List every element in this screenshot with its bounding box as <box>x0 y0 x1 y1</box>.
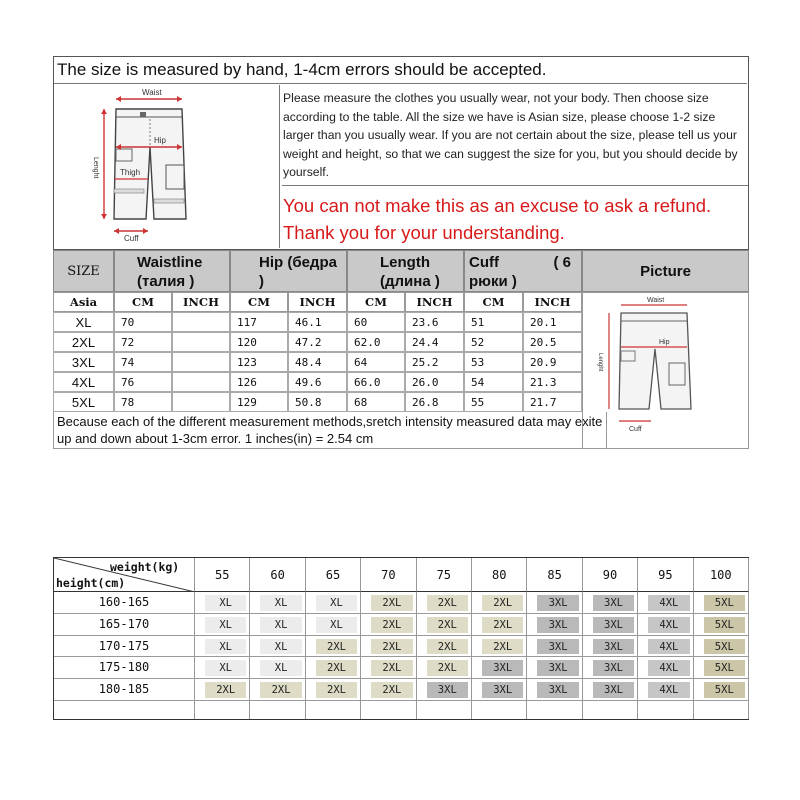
weight-column-header: 95 <box>638 558 693 592</box>
svg-text:Hip: Hip <box>154 136 167 145</box>
weight-column-header: 90 <box>583 558 638 592</box>
size-recommendation: 2XL <box>316 682 357 698</box>
picture-header: Picture <box>582 250 749 292</box>
size-recommendation: 3XL <box>427 682 468 698</box>
svg-text:Hip: Hip <box>659 339 670 346</box>
size-recommendation: 2XL <box>482 617 523 633</box>
size-cell-cuff-in: 20.9 <box>523 352 582 372</box>
size-recommendation: XL <box>316 595 357 611</box>
size-cell-hip-in: 47.2 <box>288 332 347 352</box>
size-recommendation-cell <box>195 679 250 701</box>
size-recommendation-cell <box>472 614 527 636</box>
size-recommendation-cell <box>694 614 749 636</box>
height-row-label: 165-170 <box>54 614 195 636</box>
svg-text:Lenght: Lenght <box>597 353 603 372</box>
size-cell-hip-in: 49.6 <box>288 372 347 392</box>
size-recommendation: 2XL <box>316 639 357 655</box>
size-cell-len-in: 23.6 <box>405 312 464 332</box>
weight-column-header: 65 <box>306 558 361 592</box>
sub-waist-inch: INCH <box>172 292 230 312</box>
size-cell-cuff-in: 21.3 <box>523 372 582 392</box>
size-cell-cuff-in: 20.5 <box>523 332 582 352</box>
notice-title: The size is measured by hand, 1-4cm errors should be accepted. <box>54 57 747 84</box>
hip-header: Hip (бедра ) <box>230 250 347 292</box>
size-cell-cuff-cm: 51 <box>464 312 523 332</box>
svg-text:Cuff: Cuff <box>124 234 139 243</box>
size-cell-hip-cm: 123 <box>230 352 288 372</box>
size-recommendation: 3XL <box>593 639 634 655</box>
size-recommendation: 2XL <box>482 595 523 611</box>
size-recommendation: 2XL <box>371 682 412 698</box>
size-recommendation-cell <box>638 636 693 658</box>
size-recommendation: 2XL <box>371 617 412 633</box>
cuff-header <box>464 250 582 292</box>
warning-line-2: Thank you for your understanding. <box>283 222 565 243</box>
size-recommendation-cell <box>638 679 693 701</box>
svg-text:Waist: Waist <box>142 88 162 97</box>
svg-text:Thigh: Thigh <box>120 168 141 177</box>
size-recommendation: 3XL <box>537 617 578 633</box>
size-cell-len-cm: 64 <box>347 352 405 372</box>
size-recommendation-cell <box>417 592 472 614</box>
empty-cell <box>583 701 638 719</box>
height-axis-label: height(cm) <box>56 576 126 590</box>
size-recommendation-cell <box>250 614 305 636</box>
weight-column-header: 55 <box>195 558 250 592</box>
size-recommendation: 2XL <box>427 595 468 611</box>
size-recommendation: XL <box>205 660 246 676</box>
size-recommendation-cell <box>195 636 250 658</box>
size-recommendation-cell <box>694 636 749 658</box>
size-cell-waist-cm: 74 <box>114 352 172 372</box>
size-recommendation: 3XL <box>482 660 523 676</box>
size-recommendation-cell <box>361 679 416 701</box>
refund-warning <box>283 192 745 246</box>
size-recommendation: 4XL <box>648 617 689 633</box>
size-cell-hip-cm: 126 <box>230 372 288 392</box>
size-recommendation: XL <box>205 639 246 655</box>
size-recommendation: 3XL <box>593 660 634 676</box>
size-cell-waist-in <box>172 392 230 412</box>
size-recommendation: XL <box>260 617 301 633</box>
size-recommendation: 2XL <box>371 639 412 655</box>
size-cell-len-cm: 60 <box>347 312 405 332</box>
size-recommendation: 2XL <box>371 660 412 676</box>
empty-row <box>54 701 195 719</box>
size-row-label: XL <box>53 312 114 332</box>
warning-line-1: You can not make this as an excuse to ask a refund. <box>283 195 712 216</box>
empty-cell <box>638 701 693 719</box>
size-recommendation-cell <box>361 614 416 636</box>
size-row-label: 4XL <box>53 372 114 392</box>
size-recommendation-cell <box>583 679 638 701</box>
size-recommendation: 2XL <box>427 660 468 676</box>
size-recommendation: 3XL <box>593 617 634 633</box>
height-row-label: 180-185 <box>54 679 195 701</box>
size-row-label: 5XL <box>53 392 114 412</box>
measurement-footnote: Because each of the different measurement methods,sretch intensity measured data may exite up and down about 1-3cm error. 1 inches(in) = 2.54 cm <box>53 412 607 449</box>
size-recommendation-cell <box>583 657 638 679</box>
sub-hip-inch: INCH <box>288 292 347 312</box>
size-recommendation: 3XL <box>537 682 578 698</box>
size-cell-waist-in <box>172 332 230 352</box>
size-recommendation-cell <box>250 636 305 658</box>
sub-cuff-cm: CM <box>464 292 523 312</box>
size-cell-cuff-in: 20.1 <box>523 312 582 332</box>
size-recommendation-cell <box>306 592 361 614</box>
size-cell-len-in: 26.0 <box>405 372 464 392</box>
size-recommendation-cell <box>527 679 582 701</box>
size-cell-cuff-cm: 53 <box>464 352 523 372</box>
size-cell-len-in: 26.8 <box>405 392 464 412</box>
size-recommendation-cell <box>306 679 361 701</box>
shorts-picture-icon <box>583 293 748 448</box>
size-recommendation: 5XL <box>704 617 745 633</box>
size-recommendation-cell <box>417 614 472 636</box>
weight-column-header: 80 <box>472 558 527 592</box>
empty-cell <box>694 701 749 719</box>
divider <box>282 185 748 186</box>
size-recommendation-cell <box>417 679 472 701</box>
svg-text:Cuff: Cuff <box>629 426 642 433</box>
size-cell-waist-in <box>172 312 230 332</box>
cuff-header-label: Cuff <box>469 254 499 271</box>
svg-text:Lenght: Lenght <box>92 157 99 179</box>
size-cell-waist-in <box>172 372 230 392</box>
size-recommendation-cell <box>638 614 693 636</box>
size-recommendation-cell <box>583 614 638 636</box>
notice-block <box>53 56 749 250</box>
size-cell-cuff-cm: 55 <box>464 392 523 412</box>
size-cell-waist-cm: 76 <box>114 372 172 392</box>
shorts-measurement-figure <box>54 85 280 248</box>
size-recommendation-cell <box>694 679 749 701</box>
size-recommendation-cell <box>638 592 693 614</box>
size-recommendation: XL <box>205 595 246 611</box>
size-recommendation: 3XL <box>482 682 523 698</box>
size-recommendation: 3XL <box>537 639 578 655</box>
size-recommendation-cell <box>472 636 527 658</box>
size-cell-hip-cm: 129 <box>230 392 288 412</box>
size-recommendation-cell <box>527 592 582 614</box>
size-recommendation-cell <box>527 657 582 679</box>
instructions-text: Please measure the clothes you usually wear, not your body. Then choose size according to the table. All the size we have is Asian size, please choose 1-2 size larger than you usually wear. If you are not certain about the size, please tell us your weight and height, so that we can suggest the size for you, but you should decide by yourself. <box>283 91 738 179</box>
weight-height-table <box>53 557 749 720</box>
sub-length-inch: INCH <box>405 292 464 312</box>
size-cell-hip-in: 50.8 <box>288 392 347 412</box>
weight-axis-label: weight(kg) <box>110 560 180 574</box>
size-header: SIZE <box>53 250 114 292</box>
size-cell-cuff-cm: 54 <box>464 372 523 392</box>
size-recommendation-cell <box>361 657 416 679</box>
cuff-header-suffix: ( 6 <box>553 254 571 271</box>
sub-length-cm: CM <box>347 292 405 312</box>
size-recommendation-cell <box>417 636 472 658</box>
sub-waist-cm: CM <box>114 292 172 312</box>
size-cell-hip-in: 48.4 <box>288 352 347 372</box>
size-recommendation: 5XL <box>704 639 745 655</box>
size-table <box>53 250 749 449</box>
waist-header: Waistline (талия ) <box>114 250 230 292</box>
size-cell-len-in: 25.2 <box>405 352 464 372</box>
size-cell-len-in: 24.4 <box>405 332 464 352</box>
size-recommendation: 4XL <box>648 660 689 676</box>
size-cell-hip-in: 46.1 <box>288 312 347 332</box>
size-recommendation-cell <box>694 657 749 679</box>
height-row-label: 175-180 <box>54 657 195 679</box>
size-cell-hip-cm: 120 <box>230 332 288 352</box>
size-cell-waist-cm: 70 <box>114 312 172 332</box>
weight-column-header: 75 <box>417 558 472 592</box>
size-cell-cuff-cm: 52 <box>464 332 523 352</box>
size-recommendation: XL <box>205 617 246 633</box>
size-recommendation-cell <box>195 614 250 636</box>
size-recommendation: 3XL <box>537 595 578 611</box>
size-recommendation-cell <box>250 657 305 679</box>
height-row-label: 170-175 <box>54 636 195 658</box>
empty-cell <box>527 701 582 719</box>
size-recommendation: 2XL <box>316 660 357 676</box>
size-recommendation: XL <box>260 660 301 676</box>
size-recommendation-cell <box>583 592 638 614</box>
empty-cell <box>306 701 361 719</box>
size-cell-waist-cm: 78 <box>114 392 172 412</box>
size-recommendation-cell <box>361 636 416 658</box>
size-recommendation: 2XL <box>427 617 468 633</box>
size-cell-hip-cm: 117 <box>230 312 288 332</box>
size-recommendation-cell <box>638 657 693 679</box>
cuff-header-ru: рюки ) <box>469 273 517 290</box>
size-cell-len-cm: 66.0 <box>347 372 405 392</box>
size-recommendation-cell <box>250 679 305 701</box>
size-recommendation-cell <box>472 592 527 614</box>
size-cell-waist-in <box>172 352 230 372</box>
size-recommendation-cell <box>472 657 527 679</box>
size-recommendation: 2XL <box>260 682 301 698</box>
size-recommendation: 5XL <box>704 595 745 611</box>
size-recommendation-cell <box>527 636 582 658</box>
size-recommendation-cell <box>306 636 361 658</box>
size-recommendation: 4XL <box>648 595 689 611</box>
size-cell-cuff-in: 21.7 <box>523 392 582 412</box>
size-recommendation: 3XL <box>593 595 634 611</box>
size-recommendation: 2XL <box>205 682 246 698</box>
size-recommendation-cell <box>583 636 638 658</box>
size-recommendation-cell <box>306 657 361 679</box>
weight-column-header: 100 <box>694 558 749 592</box>
weight-column-header: 60 <box>250 558 305 592</box>
size-cell-len-cm: 62.0 <box>347 332 405 352</box>
weight-column-header: 70 <box>361 558 416 592</box>
empty-cell <box>472 701 527 719</box>
size-recommendation: 5XL <box>704 660 745 676</box>
empty-cell <box>361 701 416 719</box>
size-recommendation: XL <box>260 639 301 655</box>
size-recommendation: 2XL <box>427 639 468 655</box>
size-recommendation-cell <box>472 679 527 701</box>
height-row-label: 160-165 <box>54 592 195 614</box>
size-recommendation: 5XL <box>704 682 745 698</box>
sub-cuff-inch: INCH <box>523 292 582 312</box>
size-recommendation: 2XL <box>371 595 412 611</box>
size-recommendation: 3XL <box>593 682 634 698</box>
empty-cell <box>417 701 472 719</box>
sub-hip-cm: CM <box>230 292 288 312</box>
size-row-label: 2XL <box>53 332 114 352</box>
weight-column-header: 85 <box>527 558 582 592</box>
size-recommendation-cell <box>417 657 472 679</box>
size-recommendation: 4XL <box>648 639 689 655</box>
size-recommendation-cell <box>527 614 582 636</box>
sub-region: Asia <box>53 292 114 312</box>
empty-cell <box>250 701 305 719</box>
size-recommendation-cell <box>195 592 250 614</box>
size-recommendation: XL <box>260 595 301 611</box>
size-recommendation: XL <box>316 617 357 633</box>
corner-header <box>54 558 195 592</box>
size-cell-waist-cm: 72 <box>114 332 172 352</box>
shorts-diagram-icon <box>54 85 278 245</box>
length-header: Length (длина ) <box>347 250 464 292</box>
empty-cell <box>195 701 250 719</box>
size-recommendation: 3XL <box>537 660 578 676</box>
size-recommendation: 4XL <box>648 682 689 698</box>
picture-cell <box>582 292 749 449</box>
svg-text:Waist: Waist <box>647 297 665 304</box>
size-recommendation-cell <box>361 592 416 614</box>
size-recommendation-cell <box>306 614 361 636</box>
size-recommendation-cell <box>694 592 749 614</box>
size-row-label: 3XL <box>53 352 114 372</box>
size-recommendation-cell <box>195 657 250 679</box>
size-recommendation: 2XL <box>482 639 523 655</box>
size-recommendation-cell <box>250 592 305 614</box>
size-cell-len-cm: 68 <box>347 392 405 412</box>
